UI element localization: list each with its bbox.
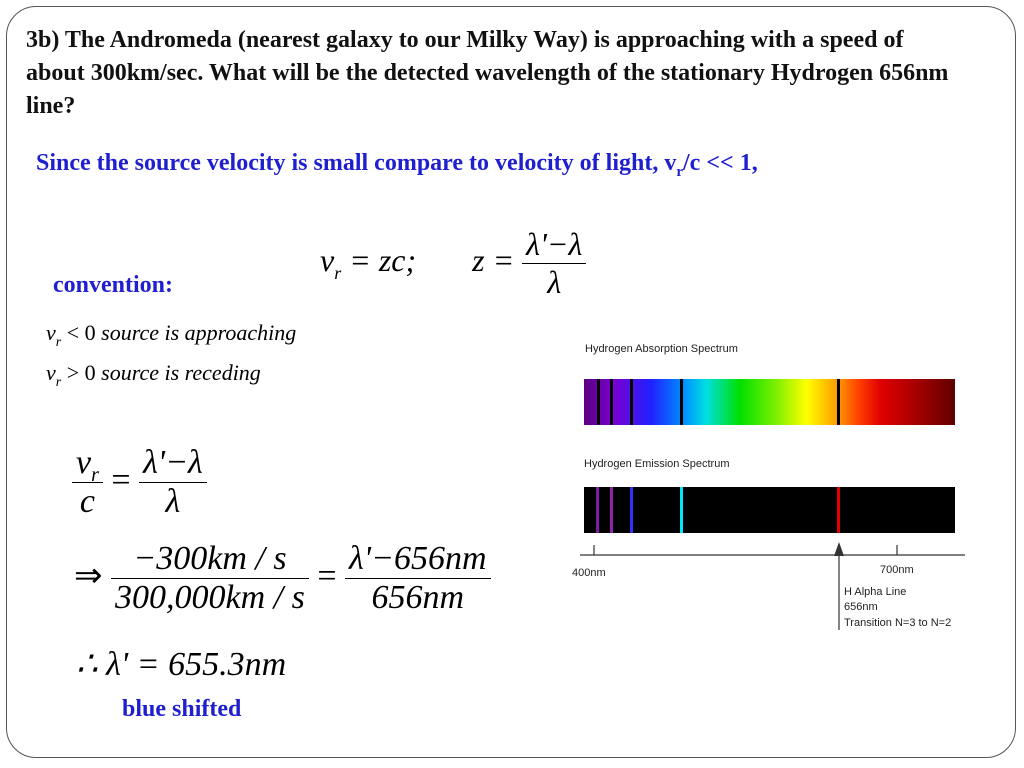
wavelength-ratio xyxy=(345,540,491,617)
vr-numerator xyxy=(72,444,103,486)
h-alpha-arrowhead xyxy=(834,542,844,556)
conv2-v: v xyxy=(46,360,56,385)
emission-line-486 xyxy=(680,487,683,533)
wavelength-numerator: λ'−656nm xyxy=(345,540,491,579)
eq1-zc: = zc; xyxy=(349,241,417,278)
absorption-title: Hydrogen Absorption Spectrum xyxy=(585,343,738,355)
derivation-line-1 xyxy=(72,444,207,521)
eq1-v-sub: r xyxy=(334,262,342,283)
lambda-ratio xyxy=(139,444,207,521)
equation-redshift xyxy=(320,226,586,301)
wavelength-denominator: 656nm xyxy=(371,579,465,616)
result-equation: ∴ λ' = 655.3nm xyxy=(76,646,287,683)
emission-spectrum-bar xyxy=(584,487,955,533)
conv1-v: v xyxy=(46,320,56,345)
absorption-line-656 xyxy=(837,379,840,425)
tick-label-700: 700nm xyxy=(880,564,914,576)
eq1-numerator: λ'−λ xyxy=(522,226,586,264)
absorption-spectrum-bar xyxy=(584,379,955,425)
equals-sign: = xyxy=(111,461,131,499)
eq1-fraction xyxy=(522,226,586,301)
assumption-prefix: Since the source velocity is small compare to velocity of light, v xyxy=(36,150,677,176)
convention-label: convention: xyxy=(53,272,173,298)
absorption-line-410 xyxy=(597,379,600,425)
h-alpha-transition: Transition N=3 to N=2 xyxy=(844,617,952,629)
convention-receding xyxy=(46,360,261,390)
absorption-line-486a xyxy=(630,379,633,425)
lambda-denominator: λ xyxy=(165,483,181,520)
result-label: blue shifted xyxy=(122,696,242,722)
absorption-line-486 xyxy=(680,379,683,425)
conv2-sub: r xyxy=(55,375,62,390)
emission-line-410 xyxy=(596,487,599,533)
implies-arrow: ⇒ xyxy=(74,557,103,595)
tick-label-400: 400nm xyxy=(572,567,606,579)
eq1-denominator: λ xyxy=(547,264,562,300)
problem-statement: 3b) The Andromeda (nearest galaxy to our Milky Way) is approaching with a speed of about 300km/sec. What will be the detected wavelength of the stationary Hydrogen 656nm line? xyxy=(26,27,949,119)
convention-approaching xyxy=(46,320,297,350)
velocity-numerator: −300km / s xyxy=(111,540,309,579)
eq1-z: z = xyxy=(472,241,515,278)
emission-line-486a xyxy=(630,487,633,533)
assumption-sub: r xyxy=(676,163,684,180)
assumption-suffix: /c << 1, xyxy=(683,150,758,176)
emission-line-434 xyxy=(610,487,613,533)
c-denominator: c xyxy=(79,483,95,520)
assumption-line xyxy=(36,150,758,181)
velocity-ratio xyxy=(111,540,309,617)
velocity-denominator: 300,000km / s xyxy=(115,579,305,616)
eq1-v: v xyxy=(320,241,335,278)
absorption-line-434 xyxy=(610,379,613,425)
lambda-numerator: λ'−λ xyxy=(139,444,207,483)
h-alpha-wavelength: 656nm xyxy=(844,601,878,613)
h-alpha-label: H Alpha Line xyxy=(844,586,907,598)
vr-sub: r xyxy=(91,464,99,486)
derivation-line-2 xyxy=(74,540,491,617)
emission-title: Hydrogen Emission Spectrum xyxy=(584,458,730,470)
emission-line-656 xyxy=(837,487,840,533)
conv2-text: source is receding xyxy=(101,360,261,385)
conv2-rel: > 0 xyxy=(66,360,96,385)
conv1-rel: < 0 xyxy=(66,320,96,345)
vr-over-c xyxy=(72,444,103,521)
conv1-text: source is approaching xyxy=(101,320,297,345)
conv1-sub: r xyxy=(55,335,62,350)
equals-sign-2: = xyxy=(317,557,337,595)
vr-v: v xyxy=(76,444,92,481)
